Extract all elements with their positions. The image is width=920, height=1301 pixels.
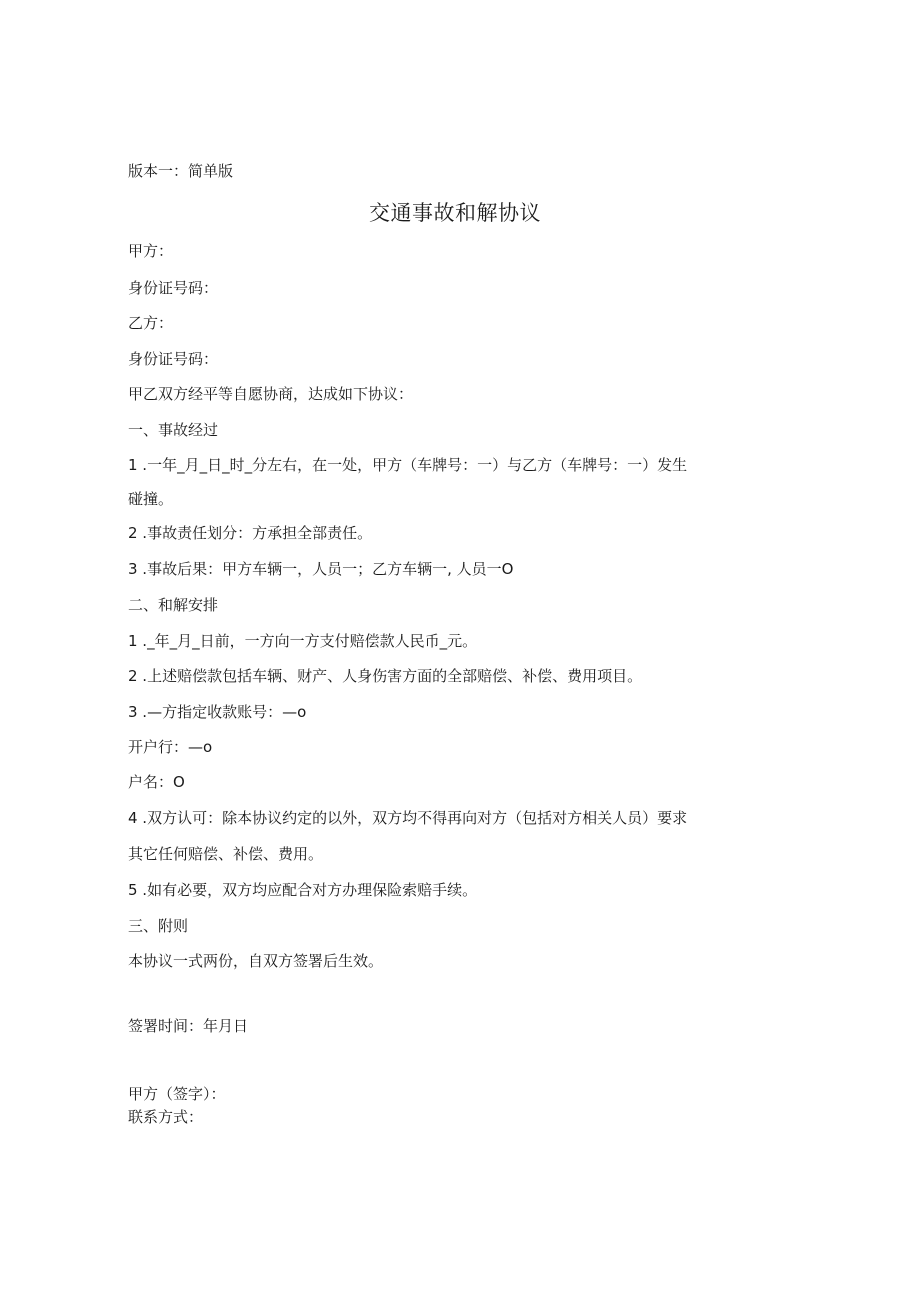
intro-text: 甲乙双方经平等自愿协商，达成如下协议：	[128, 385, 414, 403]
contact-label: 联系方式：	[128, 1108, 204, 1126]
section-1-item-1-line-2: 碰撞。	[128, 490, 174, 508]
section-1-item-2: 2 .事故责任划分：方承担全部责任。	[128, 524, 373, 542]
sign-time-label: 签署时间：年月日	[128, 1017, 249, 1035]
section-2-item-3: 3 .—方指定收款账号：—o	[128, 703, 307, 721]
section-2-item-5: 5 .如有必要，双方均应配合对方办理保险索赔手续。	[128, 881, 478, 899]
party-a-label: 甲方：	[128, 242, 174, 260]
section-1-heading: 一、事故经过	[128, 421, 219, 439]
section-3-text: 本协议一式两份，自双方签署后生效。	[128, 952, 384, 970]
party-b-label: 乙方：	[128, 314, 174, 332]
section-1-item-1-line-1: 1 .一年_月_日_时_分左右，在一处，甲方（车牌号：一）与乙方（车牌号：一）发生	[128, 456, 688, 474]
section-2-item-4-line-1: 4 .双方认可：除本协议约定的以外，双方均不得再向对方（包括对方相关人员）要求	[128, 809, 688, 827]
bank-label: 开户行：—o	[128, 738, 213, 756]
account-name-label: 户名：O	[128, 773, 185, 791]
section-2-item-4-line-2: 其它任何赔偿、补偿、费用。	[128, 845, 324, 863]
section-2-item-2: 2 .上述赔偿款包括车辆、财产、人身伤害方面的全部赔偿、补偿、费用项目。	[128, 667, 643, 685]
version-label: 版本一：简单版	[128, 162, 234, 180]
section-3-heading: 三、附则	[128, 917, 189, 935]
section-1-item-3: 3 .事故后果：甲方车辆一，人员一；乙方车辆一, 人员一O	[128, 560, 514, 578]
party-a-signature-label: 甲方（签字）：	[128, 1085, 226, 1103]
party-b-id-label: 身份证号码：	[128, 350, 219, 368]
party-a-id-label: 身份证号码：	[128, 279, 219, 297]
section-2-item-1: 1 ._年_月_日前，一方向一方支付赔偿款人民币_元。	[128, 632, 478, 650]
document-title: 交通事故和解协议	[369, 201, 541, 225]
section-2-heading: 二、和解安排	[128, 596, 219, 614]
